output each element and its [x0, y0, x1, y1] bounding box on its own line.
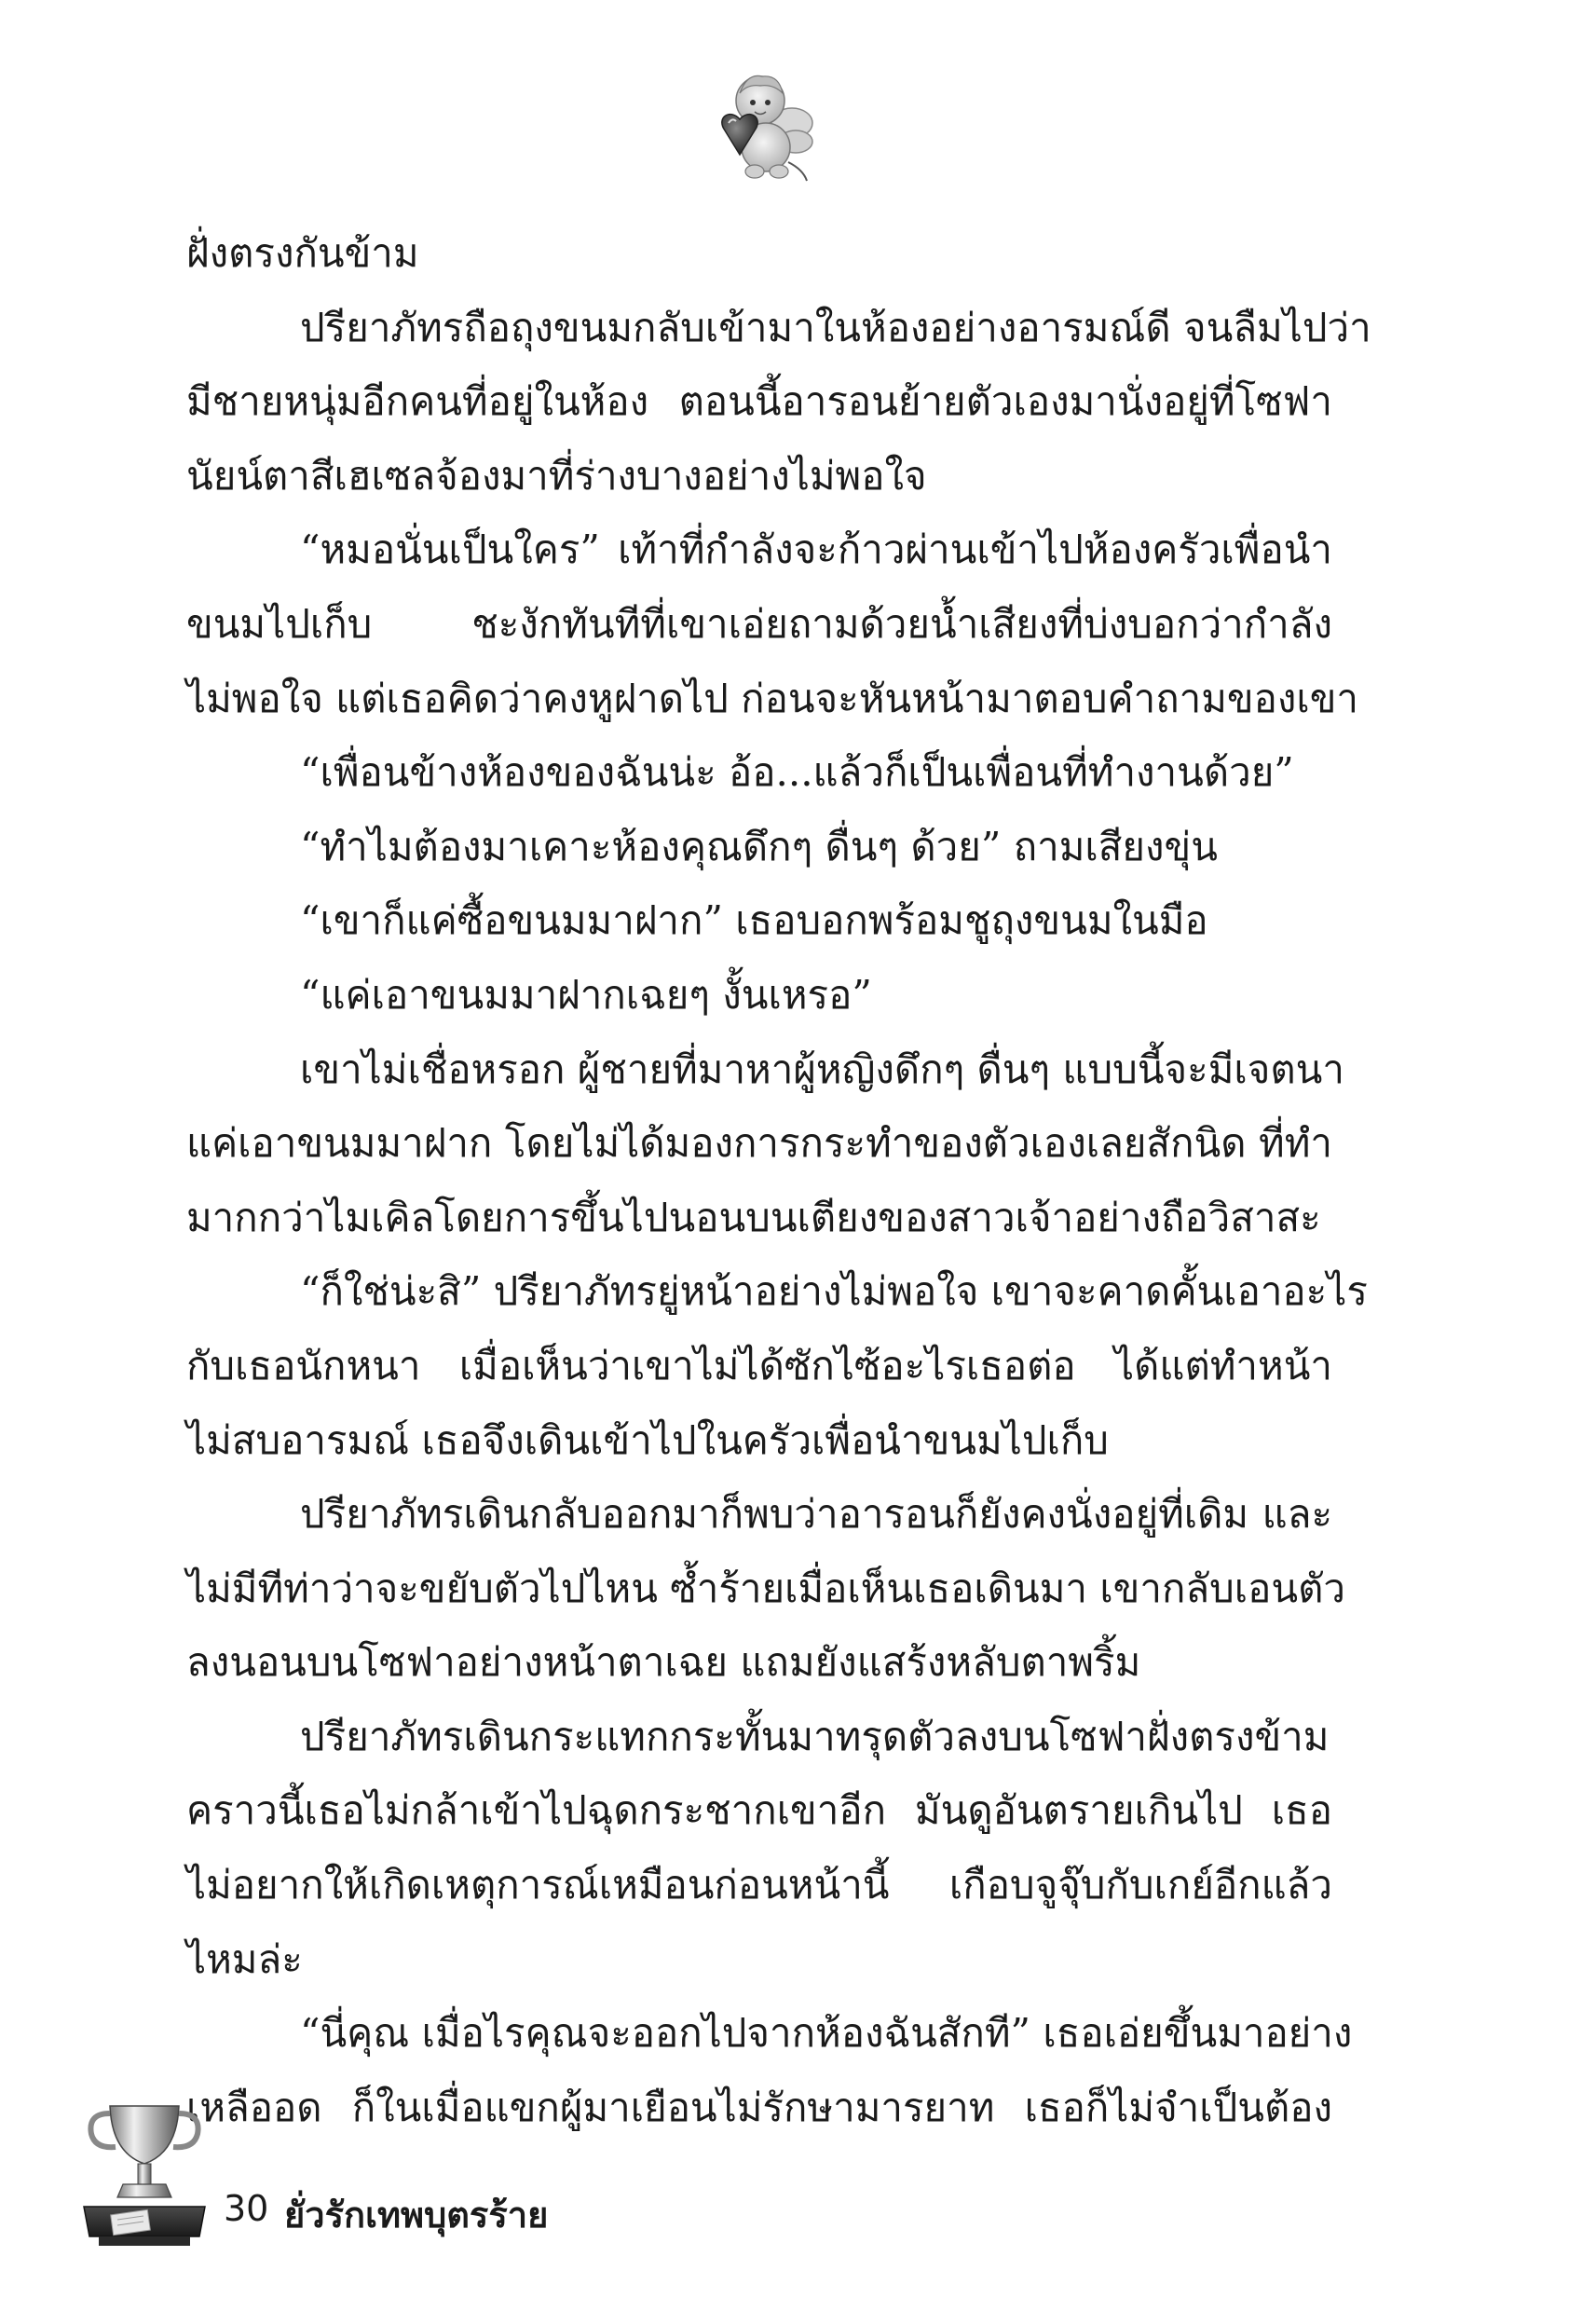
- trophy-illustration: [75, 2097, 214, 2255]
- text-line: ไหมล่ะ: [186, 1935, 303, 1982]
- text-line: “เขาก็แค่ซื้อขนมมาฝาก” เธอบอกพร้อมชูถุงขนมในมือ: [300, 897, 1208, 944]
- text-line: ขนมไปเก็บ ชะงักทันทีที่เขาเอ่ยถามด้วยน้ำเสียงที่บ่งบอกว่ากำลัง: [186, 600, 1332, 647]
- text-line: “แค่เอาขนมมาฝากเฉยๆ งั้นเหรอ”: [300, 971, 872, 1018]
- text-line: เขาไม่เชื่อหรอก ผู้ชายที่มาหาผู้หญิงดึกๆ ดื่นๆ แบบนี้จะมีเจตนา: [300, 1046, 1344, 1092]
- text-line: “หมอนั่นเป็นใคร” เท้าที่กำลังจะก้าวผ่านเข้าไปห้องครัวเพื่อนำ: [300, 526, 1332, 573]
- text-line: ฝั่งตรงกันข้าม: [186, 230, 419, 276]
- text-line: “ทำไมต้องมาเคาะห้องคุณดึกๆ ดื่นๆ ด้วย” ถามเสียงขุ่น: [300, 823, 1218, 869]
- page-number: 30: [224, 2188, 269, 2229]
- body-text: [186, 216, 1371, 2144]
- text-line: ลงนอนบนโซฟาอย่างหน้าตาเฉย แถมยังแสร้งหลับตาพริ้ม: [186, 1639, 1141, 1686]
- text-line: มากกว่าไมเคิลโดยการขึ้นไปนอนบนเตียงของสาวเจ้าอย่างถือวิสาสะ: [186, 1194, 1321, 1240]
- text-line: ปรียาภัทรเดินกลับออกมาก็พบว่าอารอนก็ยังคงนั่งอยู่ที่เดิม และ: [300, 1491, 1332, 1538]
- book-title: ยั่วรักเทพบุตรร้าย: [284, 2195, 549, 2236]
- text-line: ไม่สบอารมณ์ เธอจึงเดินเข้าไปในครัวเพื่อนำขนมไปเก็บ: [186, 1416, 1109, 1463]
- text-line: แค่เอาขนมมาฝาก โดยไม่ได้มองการกระทำของตัวเองเลยสักนิด ที่ทำ: [186, 1120, 1332, 1167]
- text-line: “นี่คุณ เมื่อไรคุณจะออกไปจากห้องฉันสักที” เธอเอ่ยขึ้นมาอย่าง: [300, 2010, 1353, 2057]
- text-line: ปรียาภัทรถือถุงขนมกลับเข้ามาในห้องอย่างอารมณ์ดี จนลืมไปว่า: [300, 304, 1371, 350]
- text-line: นัยน์ตาสีเฮเซลจ้องมาที่ร่างบางอย่างไม่พอใจ: [186, 452, 927, 499]
- text-line: คราวนี้เธอไม่กล้าเข้าไปฉุดกระชากเขาอีก มันดูอันตรายเกินไป เธอ: [186, 1787, 1332, 1834]
- text-line: กับเธอนักหนา เมื่อเห็นว่าเขาไม่ได้ซักไซ้อะไรเธอต่อ ได้แต่ทำหน้า: [186, 1342, 1332, 1388]
- cupid-heart-illustration: [699, 65, 820, 186]
- text-line: ไม่มีทีท่าว่าจะขยับตัวไปไหน ซ้ำร้ายเมื่อเห็นเธอเดินมา เขากลับเอนตัว: [186, 1565, 1345, 1611]
- text-line: “ก็ใช่น่ะสิ” ปรียาภัทรยู่หน้าอย่างไม่พอใจ เขาจะคาดคั้นเอาอะไร: [300, 1268, 1368, 1315]
- text-line: ไม่พอใจ แต่เธอคิดว่าคงหูฝาดไป ก่อนจะหันหน้ามาตอบคำถามของเขา: [186, 675, 1358, 721]
- text-line: มีชายหนุ่มอีกคนที่อยู่ในห้อง ตอนนี้อารอนย้ายตัวเองมานั่งอยู่ที่โซฟา: [186, 378, 1332, 425]
- text-line: เหลืออด ก็ในเมื่อแขกผู้มาเยือนไม่รักษามารยาท เธอก็ไม่จำเป็นต้อง: [186, 2084, 1332, 2130]
- text-line: ปรียาภัทรเดินกระแทกกระทั้นมาทรุดตัวลงบนโซฟาฝั่งตรงข้าม: [300, 1713, 1330, 1759]
- text-line: “เพื่อนข้างห้องของฉันน่ะ อ้อ...แล้วก็เป็นเพื่อนที่ทำงานด้วย”: [300, 749, 1294, 796]
- text-line: ไม่อยากให้เกิดเหตุการณ์เหมือนก่อนหน้านี้ เกือบจูจุ๊บกับเกย์อีกแล้ว: [186, 1862, 1332, 1908]
- page-footer: [75, 2097, 727, 2255]
